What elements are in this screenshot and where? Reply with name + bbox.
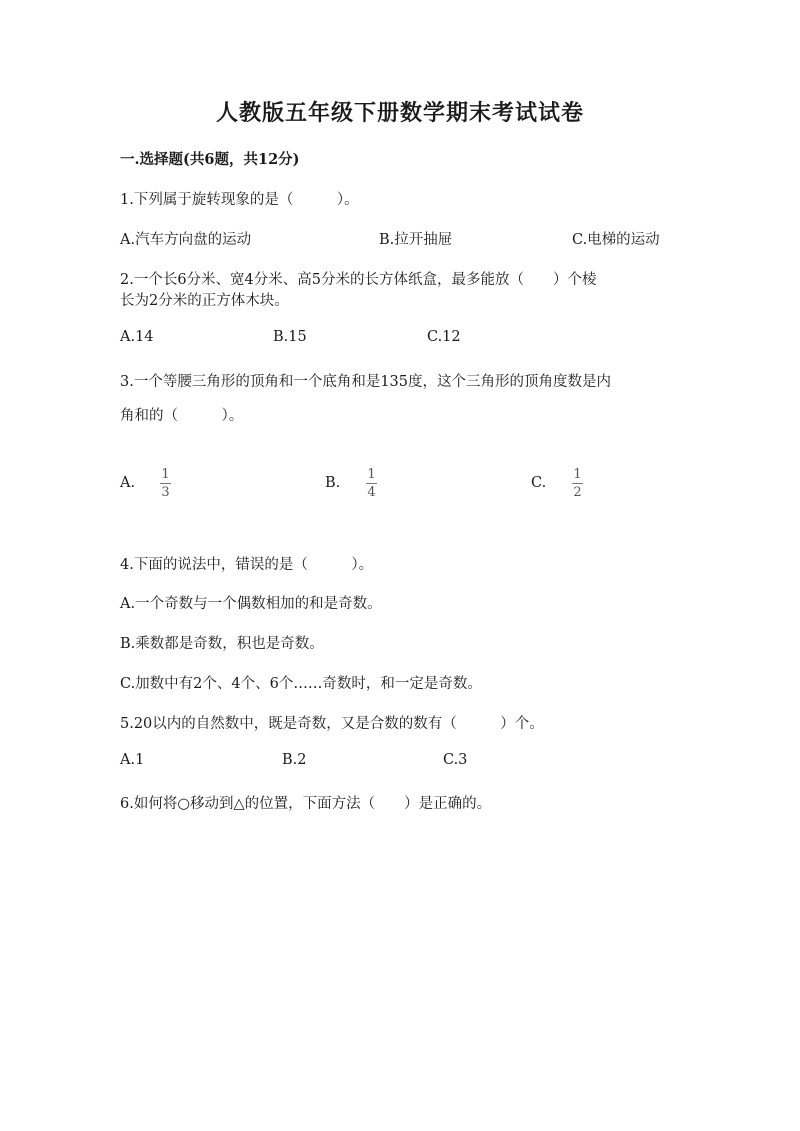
question-4-option-a: A.一个奇数与一个偶数相加的和是奇数。: [120, 596, 382, 612]
fraction-bar: [366, 483, 377, 484]
fraction-denominator: 3: [161, 485, 170, 500]
question-2-stem-line-1: 2.一个长6分米、宽4分米、高5分米的长方体纸盒，最多能放（ ）个棱: [120, 272, 597, 288]
fraction-numerator: 1: [161, 467, 170, 482]
question-6-stem: 6.如何将○移动到△的位置，下面方法（ ）是正确的。: [120, 796, 492, 812]
question-4-option-b: B.乘数都是奇数，积也是奇数。: [120, 636, 324, 652]
question-5-stem: 5.20以内的自然数中，既是奇数，又是合数的数有（ ）个。: [120, 716, 544, 732]
question-1-option-a: A.汽车方向盘的运动: [120, 232, 252, 248]
question-4-option-c: C.加数中有2个、4个、6个……奇数时，和一定是奇数。: [120, 676, 482, 692]
question-2-option-c: C.12: [427, 329, 461, 345]
question-5-option-b: B.2: [282, 752, 307, 768]
question-2-option-b: B.15: [273, 329, 307, 345]
question-3-option-a-label: A.: [120, 475, 136, 491]
question-5-option-c: C.3: [443, 752, 468, 768]
fraction-denominator: 4: [367, 485, 376, 500]
question-1-stem: 1.下列属于旋转现象的是（ ）。: [120, 192, 359, 208]
section-heading: 一.选择题(共6题，共12分): [120, 151, 300, 168]
question-3-option-b-fraction: [366, 467, 377, 500]
page-title: 人教版五年级下册数学期末考试试卷: [215, 100, 584, 126]
question-3-stem-line-2: 角和的（ ）。: [120, 408, 244, 424]
question-1-option-c: C.电梯的运动: [572, 232, 660, 248]
question-4-stem: 4.下面的说法中，错误的是（ ）。: [120, 557, 374, 573]
fraction-numerator: 1: [367, 467, 376, 482]
question-3-stem-line-1: 3.一个等腰三角形的顶角和一个底角和是135度，这个三角形的顶角度数是内: [120, 374, 612, 390]
fraction-denominator: 2: [573, 485, 582, 500]
fraction-bar: [160, 483, 171, 484]
question-3-option-c-fraction: [572, 467, 583, 500]
question-3-option-a-fraction: [160, 467, 171, 500]
question-1-option-b: B.拉开抽屉: [379, 232, 453, 248]
question-2-option-a: A.14: [120, 329, 154, 345]
question-2-stem-line-2: 长为2分米的正方体木块。: [120, 293, 289, 309]
question-3-option-c-label: C.: [531, 475, 547, 491]
fraction-numerator: 1: [573, 467, 582, 482]
question-5-option-a: A.1: [120, 752, 145, 768]
question-3-option-b-label: B.: [325, 475, 341, 491]
fraction-bar: [572, 483, 583, 484]
